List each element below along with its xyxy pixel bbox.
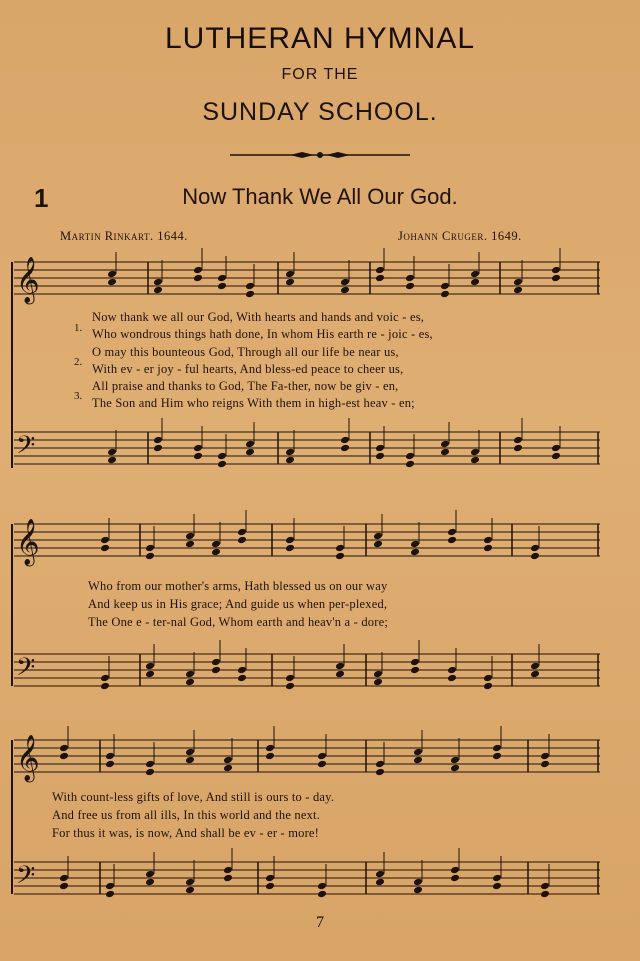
note-head: [410, 658, 420, 667]
note-head: [483, 674, 493, 683]
note-head: [185, 756, 195, 765]
note-head: [217, 274, 227, 283]
note-head: [223, 756, 233, 765]
lyric-line: Now thank we all our God, With hearts and hands and voic - es,: [92, 310, 425, 324]
note-head: [340, 278, 350, 287]
note-head: [335, 662, 345, 671]
lyric-line: All praise and thanks to God, The Fa-ther, now be giv - en,: [92, 379, 399, 393]
note-head: [413, 756, 423, 765]
note-head: [100, 674, 110, 683]
book-title: LUTHERAN HYMNAL: [164, 22, 476, 55]
bass-clef-icon: 𝄢: [16, 861, 36, 896]
note-head: [513, 436, 523, 445]
note-head: [450, 756, 460, 765]
note-head: [145, 662, 155, 671]
bass-clef-icon: 𝄢: [16, 653, 36, 688]
note-head: [551, 452, 561, 461]
note-head: [105, 760, 115, 769]
note-head: [410, 540, 420, 549]
note-head: [107, 456, 117, 465]
note-head: [105, 882, 115, 891]
author-name: Martin Rinkart.: [60, 229, 154, 243]
note-head: [223, 866, 233, 875]
note-head: [375, 266, 385, 275]
note-head: [413, 878, 423, 887]
note-head: [492, 752, 502, 761]
note-head: [153, 278, 163, 287]
note-head: [317, 752, 327, 761]
note-head: [285, 270, 295, 279]
note-head: [440, 440, 450, 449]
note-head: [59, 882, 69, 891]
note-head: [470, 270, 480, 279]
note-head: [375, 870, 385, 879]
book-subtitle-small: FOR THE: [281, 66, 359, 83]
lyric-line: Who from our mother's arms, Hath blessed us on our way: [88, 579, 388, 593]
note-head: [59, 874, 69, 883]
note-head: [100, 544, 110, 553]
note-head: [145, 552, 155, 561]
author-year: 1644.: [157, 229, 188, 243]
note-head: [530, 552, 540, 561]
note-head: [285, 674, 295, 683]
note-head: [335, 552, 345, 561]
verse-number: 3.: [74, 390, 83, 402]
note-head: [340, 444, 350, 453]
note-head: [185, 878, 195, 887]
note-head: [153, 444, 163, 453]
note-head: [145, 670, 155, 679]
note-head: [193, 266, 203, 275]
note-head: [265, 874, 275, 883]
lyric-line: With ev - er joy - ful hearts, And bless-ed peace to cheer us,: [92, 362, 404, 376]
note-head: [375, 760, 385, 769]
bass-clef-icon: 𝄢: [16, 431, 36, 466]
note-head: [237, 536, 247, 545]
book-subtitle-large: SUNDAY SCHOOL.: [202, 98, 438, 126]
note-head: [107, 448, 117, 457]
note-head: [217, 460, 227, 469]
note-head: [375, 274, 385, 283]
note-head: [245, 448, 255, 457]
note-head: [105, 890, 115, 899]
note-head: [405, 282, 415, 291]
note-head: [450, 764, 460, 773]
note-head: [440, 282, 450, 291]
note-head: [470, 448, 480, 457]
note-head: [410, 548, 420, 557]
lyric-line: O may this bounteous God, Through all our life be near us,: [92, 345, 399, 359]
note-head: [530, 662, 540, 671]
note-head: [530, 544, 540, 553]
note-head: [265, 882, 275, 891]
note-head: [145, 760, 155, 769]
note-head: [483, 544, 493, 553]
note-head: [492, 874, 502, 883]
note-head: [285, 682, 295, 691]
note-head: [211, 658, 221, 667]
note-head: [492, 882, 502, 891]
note-head: [100, 536, 110, 545]
note-head: [107, 278, 117, 287]
note-head: [237, 528, 247, 537]
note-head: [375, 768, 385, 777]
note-head: [483, 682, 493, 691]
note-head: [410, 666, 420, 675]
note-head: [513, 286, 523, 295]
note-head: [447, 666, 457, 675]
note-head: [317, 760, 327, 769]
lyric-line: The Son and Him who reigns With them in high-est heav - en;: [92, 396, 415, 410]
note-head: [373, 532, 383, 541]
note-head: [285, 448, 295, 457]
note-head: [513, 444, 523, 453]
note-head: [145, 768, 155, 777]
note-head: [540, 760, 550, 769]
note-head: [265, 752, 275, 761]
lyric-line: And keep us in His grace; And guide us when per-plexed,: [88, 597, 388, 611]
note-head: [450, 866, 460, 875]
note-head: [375, 878, 385, 887]
note-head: [447, 528, 457, 537]
note-head: [440, 290, 450, 299]
note-head: [551, 444, 561, 453]
composer-year: 1649.: [491, 229, 522, 243]
note-head: [375, 444, 385, 453]
note-head: [530, 670, 540, 679]
note-head: [450, 874, 460, 883]
note-head: [540, 882, 550, 891]
note-head: [185, 678, 195, 687]
note-head: [107, 270, 117, 279]
note-head: [335, 544, 345, 553]
lyric-line: And free us from all ills, In this world and the next.: [52, 808, 321, 822]
note-head: [405, 460, 415, 469]
note-head: [317, 890, 327, 899]
note-head: [470, 456, 480, 465]
note-head: [211, 666, 221, 675]
note-head: [223, 874, 233, 883]
note-head: [217, 452, 227, 461]
lyric-line: For thus it was, is now, And shall be ev - er - more!: [52, 826, 320, 840]
hymn-number: 1: [34, 183, 49, 213]
note-head: [413, 886, 423, 895]
note-head: [373, 678, 383, 687]
note-head: [153, 286, 163, 295]
note-head: [193, 444, 203, 453]
note-head: [237, 674, 247, 683]
note-head: [100, 682, 110, 691]
note-head: [245, 282, 255, 291]
note-head: [373, 670, 383, 679]
note-head: [145, 878, 155, 887]
note-head: [185, 748, 195, 757]
note-head: [185, 670, 195, 679]
treble-clef-icon: 𝄞: [16, 519, 40, 565]
note-head: [193, 452, 203, 461]
note-head: [285, 544, 295, 553]
note-head: [105, 752, 115, 761]
note-head: [540, 890, 550, 899]
note-head: [440, 448, 450, 457]
note-head: [373, 540, 383, 549]
note-head: [185, 540, 195, 549]
note-head: [185, 532, 195, 541]
note-head: [285, 278, 295, 287]
note-head: [145, 544, 155, 553]
verse-number: 2.: [74, 356, 83, 368]
note-head: [340, 286, 350, 295]
verse-number: 1.: [74, 322, 83, 334]
note-head: [285, 536, 295, 545]
lyric-line: Who wondrous things hath done, In whom His earth re - joic - es,: [92, 327, 433, 341]
treble-clef-icon: 𝄞: [16, 735, 40, 781]
note-head: [492, 744, 502, 753]
note-head: [245, 290, 255, 299]
note-head: [470, 278, 480, 287]
note-head: [447, 536, 457, 545]
note-head: [447, 674, 457, 683]
note-head: [245, 440, 255, 449]
lyric-line: With count-less gifts of love, And still is ours to - day.: [52, 790, 335, 804]
page-number: 7: [316, 914, 324, 931]
note-head: [317, 882, 327, 891]
treble-clef-icon: 𝄞: [16, 257, 40, 303]
note-head: [211, 548, 221, 557]
composer-name: Johann Cruger.: [398, 229, 488, 243]
lyric-line: The One e - ter-nal God, Whom earth and heav'n a - dore;: [88, 615, 389, 629]
note-head: [551, 266, 561, 275]
note-head: [153, 436, 163, 445]
note-head: [59, 752, 69, 761]
note-head: [285, 456, 295, 465]
note-head: [405, 274, 415, 283]
note-head: [211, 540, 221, 549]
note-head: [375, 452, 385, 461]
note-head: [59, 744, 69, 753]
note-head: [237, 666, 247, 675]
note-head: [265, 744, 275, 753]
note-head: [551, 274, 561, 283]
note-head: [223, 764, 233, 773]
note-head: [217, 282, 227, 291]
hymn-title: Now Thank We All Our God.: [182, 184, 458, 209]
note-head: [513, 278, 523, 287]
note-head: [413, 748, 423, 757]
note-head: [340, 436, 350, 445]
note-head: [145, 870, 155, 879]
note-head: [405, 452, 415, 461]
note-head: [540, 752, 550, 761]
note-head: [483, 536, 493, 545]
note-head: [185, 886, 195, 895]
note-head: [193, 274, 203, 283]
note-head: [335, 670, 345, 679]
